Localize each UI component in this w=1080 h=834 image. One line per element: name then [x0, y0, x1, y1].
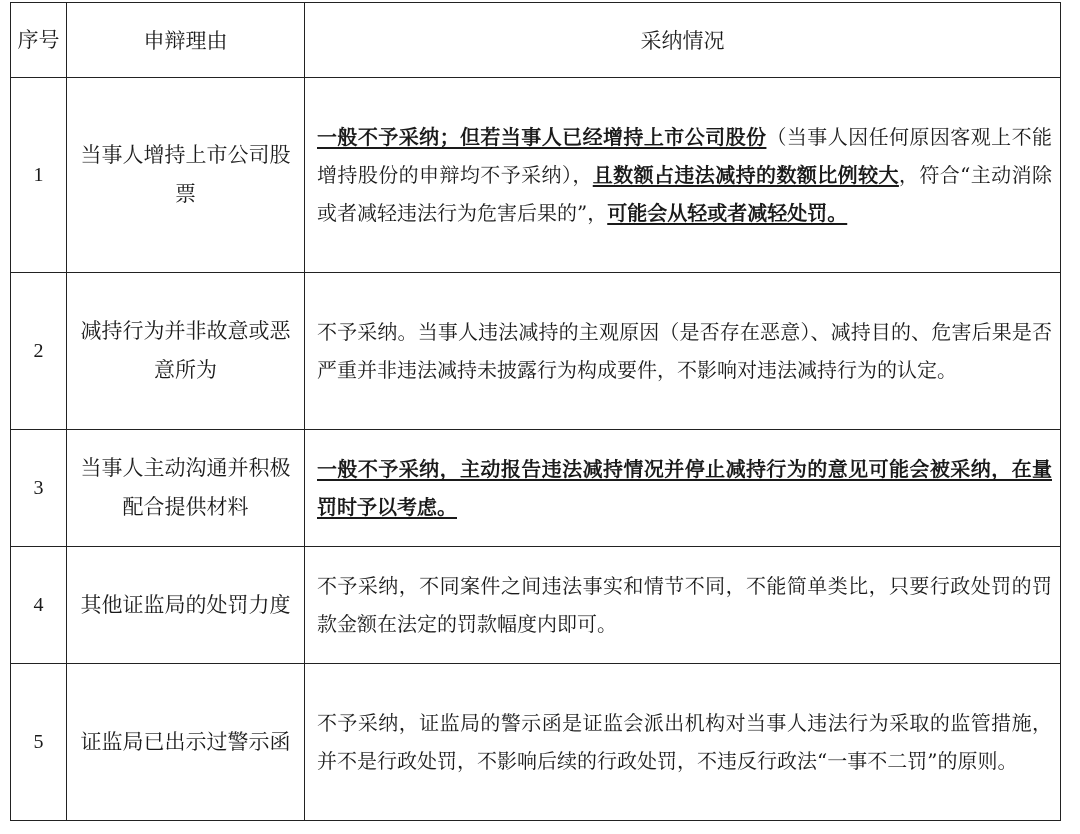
row-number: 3: [11, 430, 67, 547]
defense-reason: 当事人增持上市公司股票: [67, 78, 305, 273]
plain-text: ，符合“主动消除或者减轻违法行为危害后果的”，: [317, 163, 1053, 225]
table-header-row: [11, 3, 1061, 78]
row-number: 2: [11, 273, 67, 430]
defense-reason: 其他证监局的处罚力度: [67, 547, 305, 664]
adoption-detail: [305, 273, 1061, 430]
column-header-reason: 申辩理由: [67, 3, 305, 78]
column-header-seq: 序号: [11, 3, 67, 78]
emphasis-text: 一般不予采纳，主动报告违法减持情况并停止减持行为的意见可能会被采纳，在量罚时予以考虑。: [317, 457, 1052, 519]
row-number: 4: [11, 547, 67, 664]
plain-text: （当事人因任何原因客观上不能增持股份的申辩均不予采纳），: [317, 125, 1053, 187]
adoption-detail: [305, 430, 1061, 547]
adoption-detail: [305, 547, 1061, 664]
plain-text: 不予采纳，证监局的警示函是证监会派出机构对当事人违法行为采取的监管措施，并不是行政处罚，不影响后续的行政处罚，不违反行政法“一事不二罚”的原则。: [317, 711, 1052, 773]
table-row: [11, 547, 1061, 664]
adoption-detail: [305, 78, 1061, 273]
emphasis-text: 一般不予采纳；但若当事人已经增持上市公司股份: [317, 125, 767, 149]
emphasis-text: 可能会从轻或者减轻处罚。: [607, 201, 848, 225]
defense-reason: 当事人主动沟通并积极配合提供材料: [67, 430, 305, 547]
defense-reason: 减持行为并非故意或恶意所为: [67, 273, 305, 430]
penalty-defense-table: [10, 2, 1061, 821]
row-number: 1: [11, 78, 67, 273]
defense-reason: 证监局已出示过警示函: [67, 664, 305, 821]
row-number: 5: [11, 664, 67, 821]
table-row: [11, 273, 1061, 430]
column-header-adoption: 采纳情况: [305, 3, 1061, 78]
table-row: [11, 664, 1061, 821]
emphasis-text: 且数额占违法减持的数额比例较大: [592, 163, 899, 187]
plain-text: 不予采纳。当事人违法减持的主观原因（是否存在恶意）、减持目的、危害后果是否严重并非违法减持未披露行为构成要件，不影响对违法减持行为的认定。: [317, 320, 1052, 382]
table-row: [11, 430, 1061, 547]
plain-text: 不予采纳，不同案件之间违法事实和情节不同，不能简单类比，只要行政处罚的罚款金额在法定的罚款幅度内即可。: [317, 574, 1052, 636]
table-row: [11, 78, 1061, 273]
adoption-detail: [305, 664, 1061, 821]
